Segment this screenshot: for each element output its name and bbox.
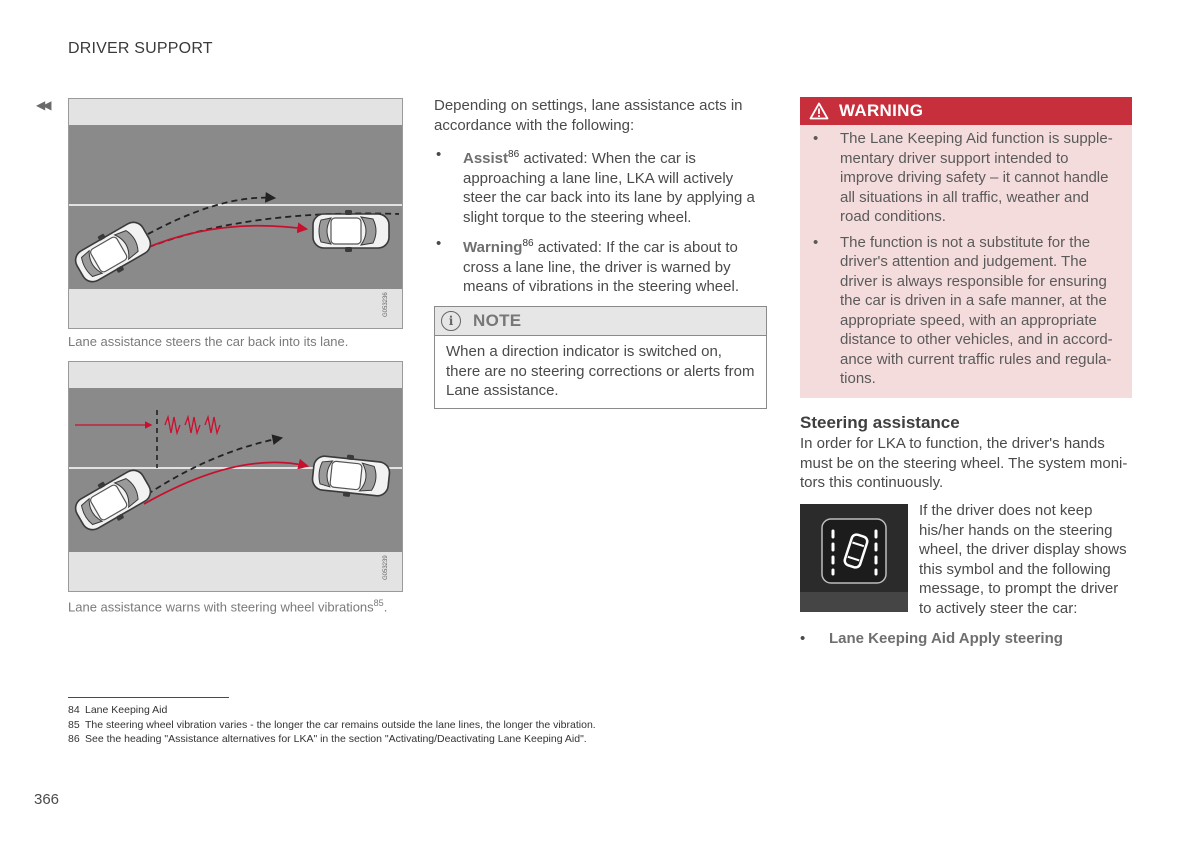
illustration-lane-steer-back	[68, 98, 403, 329]
car-2	[313, 210, 389, 252]
illustration-lane-vibration	[68, 361, 403, 592]
steering-assistance-text: In order for LKA to function, the driver's hands must be on the steering wheel. The system monitors this continuously.	[800, 435, 1128, 491]
figure-caption: Lane assistance warns with steering wheel vibrations$^{85}$.	[68, 598, 388, 615]
bullet-list	[434, 145, 769, 297]
warning-header	[800, 97, 1132, 125]
warning-list	[800, 125, 1132, 389]
figure-code: G053236	[383, 292, 389, 317]
driver-message: • Lane Keeping Aid Apply steering	[800, 630, 1063, 647]
section-title: DRIVER SUPPORT	[68, 40, 213, 57]
info-icon: i	[441, 311, 461, 331]
note-body: When a direction indicator is switched on, there are no steering corrections or alerts from Lane assistance.	[446, 343, 755, 399]
note-title: NOTE	[473, 311, 522, 330]
warning-triangle-icon	[809, 102, 829, 120]
lane-assistance-text	[434, 96, 769, 304]
intro-paragraph: Depending on settings, lane assistance acts in accordance with the following:	[434, 97, 743, 134]
note-header	[435, 307, 766, 336]
lane-keeping-symbol-image	[800, 504, 908, 612]
warning-box	[800, 97, 1132, 398]
footnote-divider	[68, 697, 229, 698]
footnote-85: 85 The steering wheel vibration varies - the longer the car remains outside the lane lines, the longer the vibration.	[68, 719, 596, 731]
list-item: • Warning$^{86}$ activated: If the car is about to cross a lane line, the driver is warned by means of vibrations in the steering wheel.	[434, 234, 769, 297]
footnote-86: 86 See the heading "Assistance alternatives for LKA" in the section "Activating/Deactivating Lane Keeping Aid".	[68, 733, 587, 745]
steering-assistance-heading: Steering assistance	[800, 413, 960, 432]
page-number: 366	[34, 791, 60, 808]
figure-code: G053239	[383, 555, 389, 580]
warning-title: WARNING	[839, 101, 924, 120]
double-left-arrow-icon[interactable]: ◀◀	[36, 98, 49, 112]
note-box	[434, 306, 767, 409]
list-item: • The function is not a substitute for the driver's attention and judgement. The driver is always responsible for ensuring the car is driven in a safe manner, at the appropriate speed, with an appropriate distance to other vehicles, and in accordance with current traffic rules and regulations.	[811, 233, 1118, 389]
list-item: • Assist$^{86}$ activated: When the car is approaching a lane line, LKA will actively steer the car back into its lane by applying a slight torque to the steering wheel.	[434, 145, 769, 227]
figure-caption: Lane assistance steers the car back into its lane.	[68, 334, 349, 349]
list-item: • The Lane Keeping Aid function is supplementary driver support intended to improve driving safety – it cannot handle all situations in all traffic, weather and road conditions.	[811, 129, 1118, 227]
footnote-84: 84 Lane Keeping Aid	[68, 704, 168, 716]
steering-assistance-description: If the driver does not keep his/her hands on the steering wheel, the driver display shows this symbol and the following message, to prompt the driver to actively steer the car:	[919, 502, 1127, 617]
